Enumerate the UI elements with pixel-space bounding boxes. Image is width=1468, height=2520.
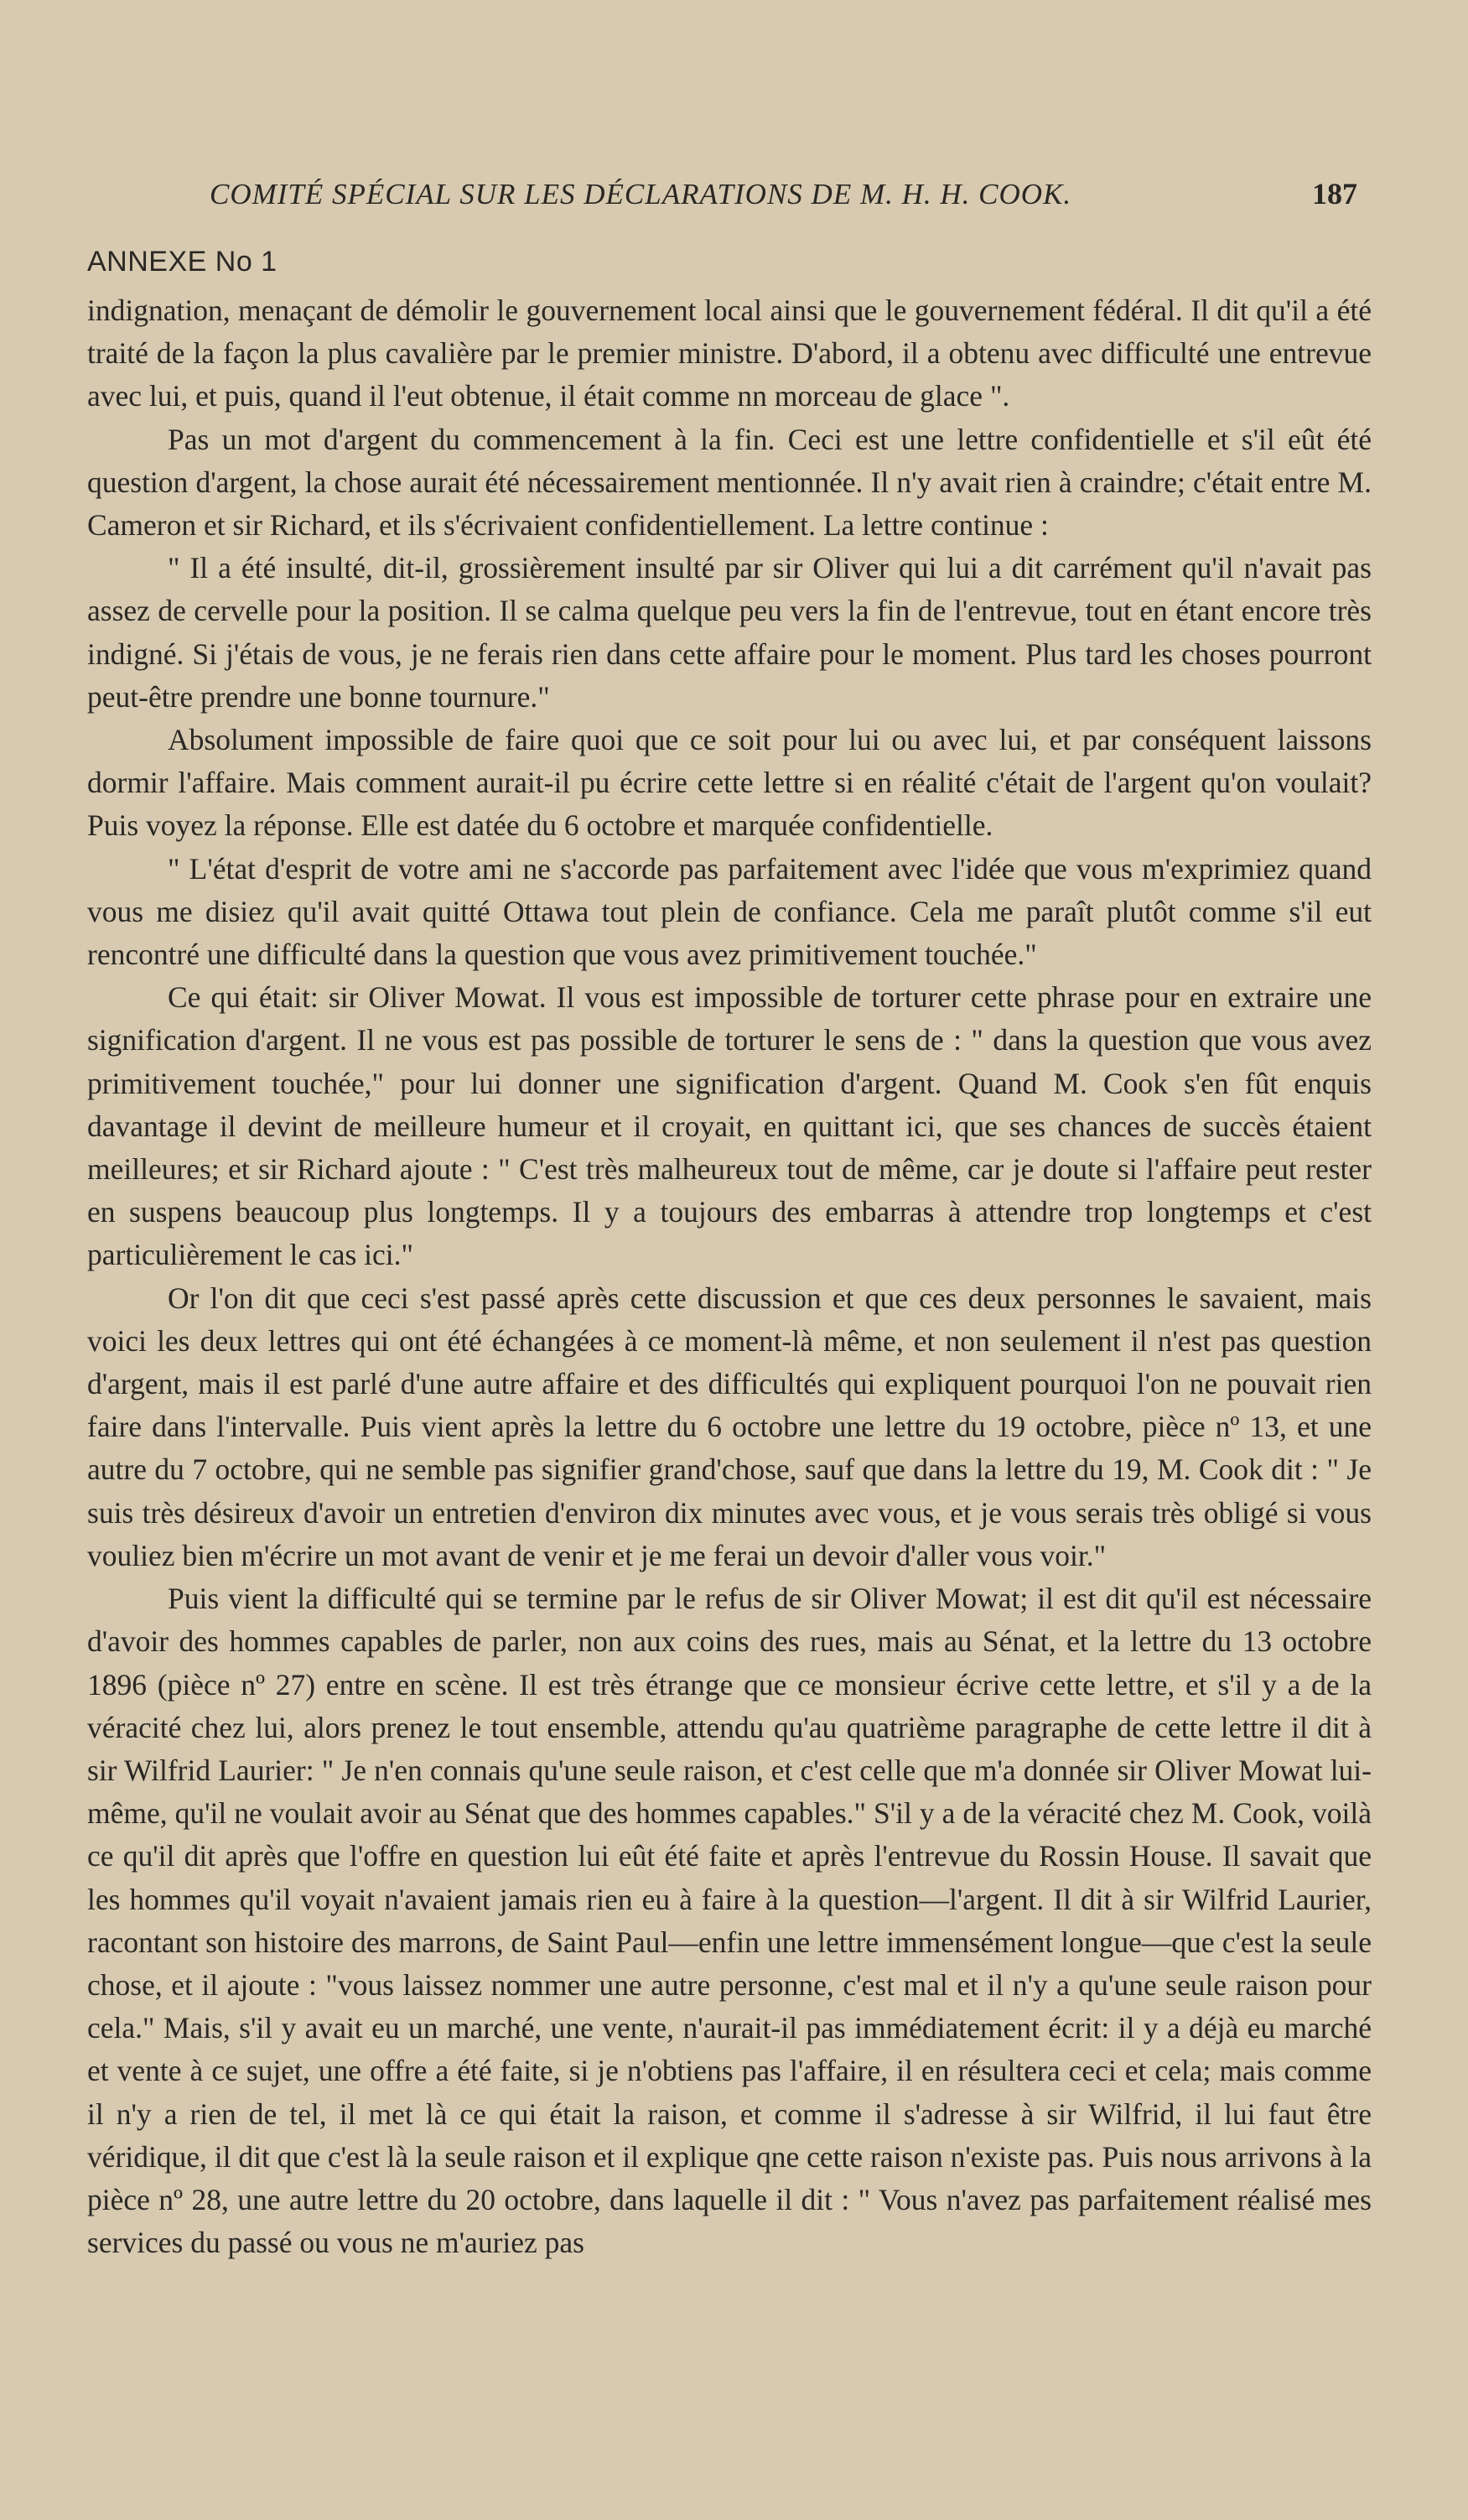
quoted-paragraph: " L'état d'esprit de votre ami ne s'accorde pas parfaitement avec l'idée que vous m'exprimiez quand vous me disiez qu'il avait quitté Ottawa tout plein de confiance. Cela me paraît plutôt comme s'il eut rencontré une difficulté dans la question que vous avez primitivement touchée."	[87, 851, 1372, 972]
paragraph: Or l'on dit que ceci s'est passé après cette discussion et que ces deux personnes le savaient, mais voici les deux lettres qui ont été échangées à ce moment-là même, et non seulement il n'est pas question d'argent, mais il est parlé d'une autre affaire et des difficultés qui expliquent pourquoi l'on ne pouvait rien faire dans l'intervalle. Puis vient après la lettre du 6 octobre une lettre du 19 octobre, pièce nº 13, et une autre du 7 octobre, qui ne semble pas signifier grand'chose, sauf que dans la lettre du 19, M. Cook dit : " Je suis très désireux d'avoir un entretien d'environ dix minutes avec vous, et je vous serais très obligé si vous vouliez bien m'écrire un mot avant de venir et je me ferai un devoir d'aller vous voir."	[87, 1281, 1372, 1572]
page-number: 187	[1312, 177, 1357, 210]
quoted-paragraph: " Il a été insulté, dit-il, grossièrement insulté par sir Oliver qui lui a dit carrément qu'il n'avait pas assez de cervelle pour la position. Il se calma quelque peu vers la fin de l'entrevue, tout en étant encore très indigné. Si j'étais de vous, je ne ferais rien dans cette affaire pour le moment. Plus tard les choses pourront peut-être prendre une bonne tournure."	[87, 551, 1372, 714]
paragraph: Pas un mot d'argent du commencement à la fin. Ceci est une lettre confidentielle et s'il eût été question d'argent, la chose aurait été nécessairement mentionnée. Il n'y avait rien à craindre; c'était entre M. Cameron et sir Richard, et ils s'écrivaient confidentiellement. La lettre continue :	[87, 422, 1372, 543]
paragraph: Ce qui était: sir Oliver Mowat. Il vous est impossible de torturer cette phrase pour en extraire une signification d'argent. Il ne vous est pas possible de torturer le sens de : " dans la question que vous avez primitivement touchée," pour lui donner une signification d'argent. Quand M. Cook s'en fût enquis davantage il devint de meilleure humeur et il croyait, en quittant ici, que ses chances de succès étaient meilleures; et sir Richard ajoute : " C'est très malheureux tout de même, car je doute si l'affaire peut rester en suspens beaucoup plus longtemps. Il y a toujours des embarras à attendre trop longtemps et c'est particulièrement le cas ici."	[87, 980, 1372, 1272]
paragraph: Puis vient la difficulté qui se termine par le refus de sir Oliver Mowat; il est dit qu'il est nécessaire d'avoir des hommes capables de parler, non aux coins des rues, mais au Sénat, et la lettre du 13 octobre 1896 (pièce nº 27) entre en scène. Il est très étrange que ce monsieur écrive cette lettre, et s'il y a de la véracité chez lui, alors prenez le tout ensemble, attendu qu'au quatrième paragraphe de cette lettre il dit à sir Wilfrid Laurier: " Je n'en connais qu'une seule raison, et c'est celle que m'a donnée sir Oliver Mowat lui-même, qu'il ne voulait avoir au Sénat que des hommes capables." S'il y a de la véracité chez M. Cook, voilà ce qu'il dit après que l'offre en question lui eût été faite et après l'entrevue du Rossin House. Il savait que les hommes qu'il voyait n'avaient jamais rien eu à faire à la question—l'argent. Il dit à sir Wilfrid Laurier, racontant son histoire des marrons, de Saint Paul—enfin une lettre immensément longue—que c'est la seule chose, et il ajoute : "vous laissez nommer une autre personne, c'est mal et il n'y a qu'une seule raison pour cela." Mais, s'il y avait eu un marché, une vente, n'aurait-il pas immédiatement écrit: il y a déjà eu marché et vente à ce sujet, une offre a été faite, si je n'obtiens pas l'affaire, il en résultera ceci et cela; mais comme il n'y a rien de tel, il met là ce qui était la raison, et comme il s'adresse à sir Wilfrid, il lui faut être véridique, il dit que c'est là la seule raison et il explique qne cette raison n'existe pas. Puis nous arrivons à la pièce nº 28, une autre lettre du 20 octobre, dans laquelle il dit : " Vous n'avez pas parfaitement réalisé mes services du passé ou vous ne m'auriez pas	[87, 1582, 1372, 2260]
paragraph: indignation, menaçant de démolir le gouvernement local ainsi que le gouvernement fédéral. Il dit qu'il a été traité de la façon la plus cavalière par le premier ministre. D'abord, il a obtenu avec difficulté une entrevue avec lui, et puis, quand il l'eut obtenue, il était comme nn morceau de glace ".	[87, 294, 1372, 413]
body-text	[87, 289, 1372, 2264]
paragraph: Absolument impossible de faire quoi que ce soit pour lui ou avec lui, et par conséquent laissons dormir l'affaire. Mais comment aurait-il pu écrire cette lettre si en réalité c'était de l'argent qu'on voulait? Puis voyez la réponse. Elle est datée du 6 octobre et marquée confidentielle.	[87, 723, 1372, 843]
annex-label: ANNEXE No 1	[87, 246, 278, 278]
running-header-title: COMITÉ SPÉCIAL SUR LES DÉCLARATIONS DE M. H. H. COOK.	[210, 178, 1072, 210]
